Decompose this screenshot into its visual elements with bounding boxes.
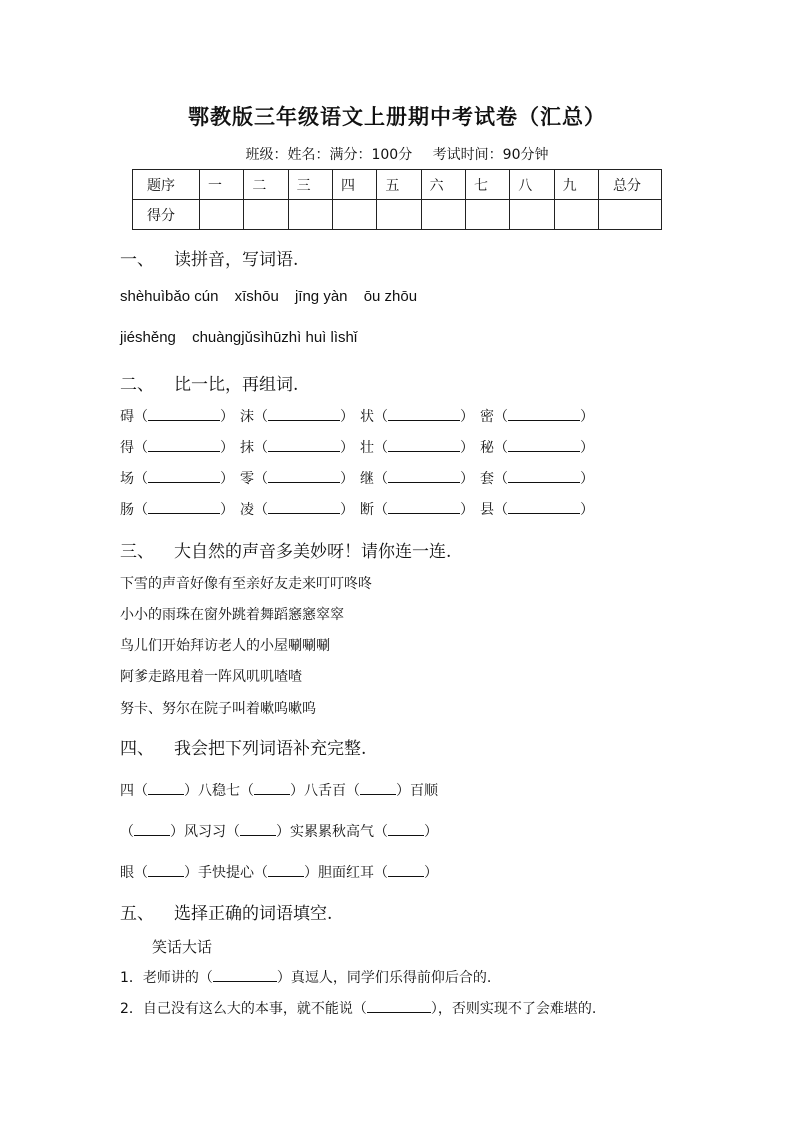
section-title: 比一比，再组词.: [174, 375, 299, 395]
compare-char: 断: [360, 502, 374, 518]
score-cell[interactable]: [200, 200, 244, 230]
idiom-text: ）: [424, 824, 438, 840]
compare-char: 沫: [240, 409, 254, 425]
section-number: 一、: [120, 250, 154, 270]
fill-question-2: [120, 998, 596, 1018]
word-options: 笑话大话: [152, 938, 213, 956]
idiom-text: ）: [424, 865, 438, 881]
score-table-header-cell: 七: [465, 170, 509, 200]
idiom-blank[interactable]: [360, 784, 396, 795]
compare-char: 套: [480, 471, 494, 487]
matching-line: 阿爹走路甩着一阵风叽叽喳喳: [120, 669, 302, 685]
answer-blank[interactable]: [508, 503, 580, 514]
idiom-text: ）八舌百（: [290, 783, 360, 799]
idiom-text: ）胆面红耳（: [304, 865, 388, 881]
pinyin-line-2: [120, 329, 369, 346]
pinyin-item: shèhuìbǎo cún: [120, 288, 219, 305]
bracket-open: （: [134, 409, 148, 425]
section-title: 读拼音，写词语.: [174, 250, 299, 270]
bracket-close: ）: [220, 471, 234, 487]
compare-row: [120, 406, 600, 426]
bracket-close: ）: [220, 440, 234, 456]
bracket-open: （: [134, 502, 148, 518]
idiom-blank[interactable]: [388, 825, 424, 836]
bracket-open: （: [374, 409, 388, 425]
idiom-blank[interactable]: [254, 784, 290, 795]
idiom-blank[interactable]: [134, 825, 170, 836]
answer-blank[interactable]: [388, 503, 460, 514]
score-cell[interactable]: [465, 200, 509, 230]
idiom-blank[interactable]: [148, 866, 184, 877]
bracket-open: （: [494, 471, 508, 487]
idiom-text: ）百顺: [396, 783, 438, 799]
score-cell[interactable]: [421, 200, 465, 230]
answer-blank[interactable]: [268, 410, 340, 421]
answer-blank[interactable]: [508, 410, 580, 421]
bracket-close: ）: [580, 502, 594, 518]
compare-char: 肠: [120, 502, 134, 518]
idiom-text: 四（: [120, 783, 148, 799]
idiom-text: ）实累累秋高气（: [276, 824, 388, 840]
score-table-header-cell: 四: [332, 170, 376, 200]
exam-info: [0, 144, 794, 164]
answer-blank[interactable]: [148, 410, 220, 421]
question-text: 1．老师讲的（: [120, 970, 213, 986]
bracket-open: （: [254, 409, 268, 425]
compare-char: 碍: [120, 409, 134, 425]
idiom-line-3: [120, 862, 438, 882]
pinyin-line-1: [120, 288, 429, 305]
answer-blank[interactable]: [388, 410, 460, 421]
bracket-open: （: [494, 409, 508, 425]
score-cell[interactable]: [554, 200, 598, 230]
bracket-close: ）: [220, 502, 234, 518]
bracket-close: ）: [580, 409, 594, 425]
matching-line: 小小的雨珠在窗外跳着舞蹈窸窸窣窣: [120, 607, 344, 623]
section-number: 四、: [120, 739, 154, 759]
bracket-open: （: [134, 440, 148, 456]
section-5-heading: [120, 899, 332, 924]
answer-blank[interactable]: [268, 472, 340, 483]
compare-char: 状: [360, 409, 374, 425]
bracket-open: （: [374, 440, 388, 456]
score-table-header-cell: 二: [244, 170, 288, 200]
matching-line: 下雪的声音好像有至亲好友走来叮叮咚咚: [120, 576, 372, 592]
bracket-close: ）: [460, 471, 474, 487]
idiom-text: （: [120, 824, 134, 840]
idiom-line-1: [120, 780, 438, 800]
compare-char: 密: [480, 409, 494, 425]
compare-char: 抹: [240, 440, 254, 456]
compare-char: 秘: [480, 440, 494, 456]
idiom-blank[interactable]: [388, 866, 424, 877]
section-1-heading: [120, 245, 298, 270]
bracket-close: ）: [340, 409, 354, 425]
compare-row: [120, 437, 600, 457]
score-cell[interactable]: [288, 200, 332, 230]
bracket-open: （: [374, 471, 388, 487]
score-table-header-cell: 题序: [133, 170, 200, 200]
score-table-header-cell: 一: [200, 170, 244, 200]
section-4-heading: [120, 734, 366, 759]
compare-char: 得: [120, 440, 134, 456]
bracket-close: ）: [220, 409, 234, 425]
bracket-close: ）: [460, 502, 474, 518]
pinyin-item: jiéshěng: [120, 329, 176, 346]
score-table-header-cell: 五: [377, 170, 421, 200]
answer-blank[interactable]: [388, 472, 460, 483]
bracket-open: （: [254, 502, 268, 518]
bracket-open: （: [254, 440, 268, 456]
answer-blank[interactable]: [148, 472, 220, 483]
answer-blank[interactable]: [148, 503, 220, 514]
compare-row: [120, 468, 600, 488]
score-table: [132, 169, 662, 230]
score-cell[interactable]: [377, 200, 421, 230]
bracket-close: ）: [580, 471, 594, 487]
section-title: 选择正确的词语填空.: [174, 904, 333, 924]
bracket-close: ）: [340, 471, 354, 487]
question-text: ），否则实现不了会难堪的.: [430, 1001, 597, 1017]
bracket-close: ）: [340, 440, 354, 456]
pinyin-item: xīshōu: [234, 288, 279, 305]
compare-char: 县: [480, 502, 494, 518]
pinyin-item: ōu zhōu: [363, 288, 418, 305]
answer-blank[interactable]: [388, 441, 460, 452]
compare-char: 壮: [360, 440, 374, 456]
bracket-close: ）: [340, 502, 354, 518]
compare-char: 场: [120, 471, 134, 487]
bracket-open: （: [134, 471, 148, 487]
answer-blank[interactable]: [508, 441, 580, 452]
matching-line: 努卡、努尔在院子叫着嗽呜嗽呜: [120, 701, 316, 717]
score-table-score-row: [133, 200, 662, 230]
answer-blank[interactable]: [508, 472, 580, 483]
score-table-header-row: [133, 170, 662, 200]
bracket-open: （: [254, 471, 268, 487]
section-title: 大自然的声音多美妙呀！请你连一连.: [174, 542, 452, 562]
score-cell[interactable]: [332, 200, 376, 230]
score-table-header-cell: 六: [421, 170, 465, 200]
page-title: 鄂教版三年级语文上册期中考试卷（汇总）: [188, 104, 606, 129]
score-row-label: 得分: [133, 200, 200, 230]
question-text: ）真逗人，同学们乐得前仰后合的.: [276, 970, 492, 986]
section-3-heading: [120, 537, 451, 562]
score-cell[interactable]: [599, 200, 662, 230]
matching-line: 鸟儿们开始拜访老人的小屋唰唰唰: [120, 638, 330, 654]
compare-char: 继: [360, 471, 374, 487]
bracket-close: ）: [460, 440, 474, 456]
exam-info-class: 班级：姓名：满分：100分: [245, 147, 413, 163]
score-cell[interactable]: [244, 200, 288, 230]
pinyin-item: jīng yàn: [294, 288, 348, 305]
exam-info-time: 考试时间：90分钟: [432, 147, 549, 163]
answer-blank[interactable]: [367, 1002, 431, 1013]
idiom-text: ）八稳七（: [184, 783, 254, 799]
idiom-blank[interactable]: [148, 784, 184, 795]
answer-blank[interactable]: [268, 441, 340, 452]
section-number: 五、: [120, 904, 154, 924]
bracket-open: （: [494, 440, 508, 456]
section-2-heading: [120, 370, 298, 395]
score-table-header-cell: 八: [510, 170, 554, 200]
idiom-text: 眼（: [120, 865, 148, 881]
pinyin-item: chuàngjǔsìhūzhì huì lìshǐ: [192, 329, 358, 346]
score-table-header-cell: 三: [288, 170, 332, 200]
idiom-blank[interactable]: [240, 825, 276, 836]
score-table-header-cell: 九: [554, 170, 598, 200]
bracket-open: （: [374, 502, 388, 518]
bracket-close: ）: [460, 409, 474, 425]
compare-row: [120, 499, 600, 519]
compare-char: 零: [240, 471, 254, 487]
section-number: 三、: [120, 542, 154, 562]
section-title: 我会把下列词语补充完整.: [174, 739, 367, 759]
idiom-text: ）风习习（: [170, 824, 240, 840]
compare-char: 凌: [240, 502, 254, 518]
score-cell[interactable]: [510, 200, 554, 230]
bracket-open: （: [494, 502, 508, 518]
question-text: 2．自己没有这么大的本事，就不能说（: [120, 1001, 367, 1017]
idiom-line-2: [120, 821, 438, 841]
score-table-header-cell: 总分: [599, 170, 662, 200]
idiom-text: ）手快提心（: [184, 865, 268, 881]
answer-blank[interactable]: [268, 503, 340, 514]
answer-blank[interactable]: [213, 971, 277, 982]
answer-blank[interactable]: [148, 441, 220, 452]
fill-question-1: [120, 967, 491, 987]
bracket-close: ）: [580, 440, 594, 456]
idiom-blank[interactable]: [268, 866, 304, 877]
section-number: 二、: [120, 375, 154, 395]
